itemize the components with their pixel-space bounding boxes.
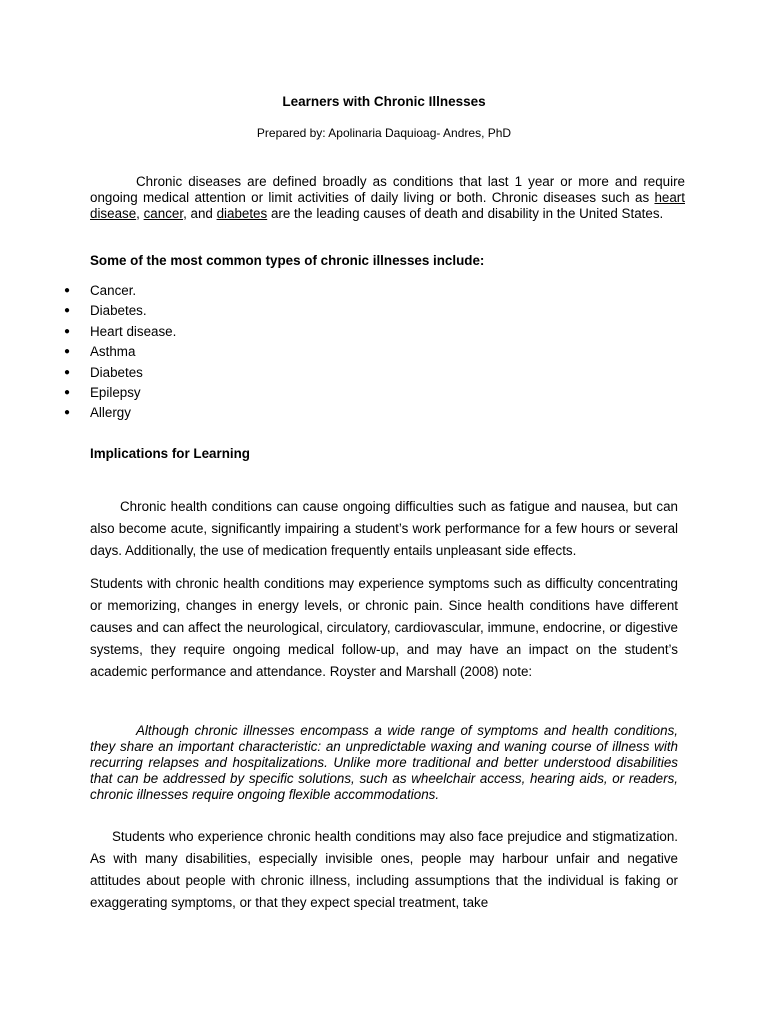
list-item-label: Diabetes. [90,303,147,319]
paragraph-3: Students who experience chronic health conditions may also face prejudice and stigmatization. As with many disabilities, especially invisible ones, people may harbour unfair and negative attitudes about people with chronic illness, including assumptions that the individual is faking or exaggerating symptoms, or that they expect special treatment, take [90,829,678,910]
list-item-label: Epilepsy [90,384,141,400]
bullet-icon: ● [64,386,71,398]
list-item [0,301,176,321]
list-item-label: Cancer. [90,283,137,298]
intro-paragraph [90,174,685,222]
intro-sep-2: , and [183,206,217,221]
list-item-label: Allergy [90,405,131,421]
list-item [0,342,176,362]
block-quote: Although chronic illnesses encompass a wide range of symptoms and health conditions, they share an important characteristic: an unpredictable waxing and waning course of illness with recurring relapses and hospitalizations. Unlike more traditional and better understood disabilities that can be addressed by specific solutions, such as wheelchair access, hearing aids, or readers, chronic illnesses require ongoing flexible accommodations. [90,723,678,802]
list-heading: Some of the most common types of chronic illnesses include: [90,253,485,268]
list-item [0,281,176,301]
bullet-icon: ● [64,407,71,419]
link-cancer[interactable]: cancer [143,206,184,221]
bullet-icon: ● [64,366,71,378]
link-diabetes[interactable]: diabetes [216,206,268,221]
section-heading: Implications for Learning [90,446,250,461]
intro-text-1: Chronic diseases are defined broadly as conditions that last 1 year or more and require ongoing medical attention or limit activities of daily living or both. Chronic diseases such as [90,174,685,205]
link-heart-disease[interactable]: heart disease [90,190,685,221]
document-author: Prepared by: Apolinaria Daquioag- Andres, PhD [256,126,512,140]
intro-text-2: are the leading causes of death and disability in the United States. [267,206,664,221]
document-title: Learners with Chronic Illnesses [282,94,486,109]
bullet-icon: ● [64,285,71,296]
list-item-label: Asthma [90,344,136,360]
illness-list [0,281,176,424]
bullet-icon: ● [64,325,71,337]
list-item-label: Heart disease. [90,323,177,339]
bullet-icon: ● [64,346,71,358]
list-item-label: Diabetes [90,364,143,380]
paragraph-2: Students with chronic health conditions may experience symptoms such as difficulty concentrating or memorizing, changes in energy levels, or chronic pain. Since health conditions have different causes and can affect the neurological, circulatory, cardiovascular, immune, endocrine, or digestive systems, they require ongoing medical follow-up, and may have an impact on the student’s academic performance and attendance. Royster and Marshall (2008) note: [90,576,678,679]
list-item [0,383,176,403]
list-item [0,363,176,383]
list-item [0,403,176,423]
intro-sep-1: , [136,206,144,221]
bullet-icon: ● [64,305,71,317]
list-item [0,322,176,342]
paragraph-1: Chronic health conditions can cause ongoing difficulties such as fatigue and nausea, but can also become acute, significantly impairing a student’s work performance for a few hours or several days. Additionally, the use of medication frequently entails unpleasant side effects. [90,499,678,558]
